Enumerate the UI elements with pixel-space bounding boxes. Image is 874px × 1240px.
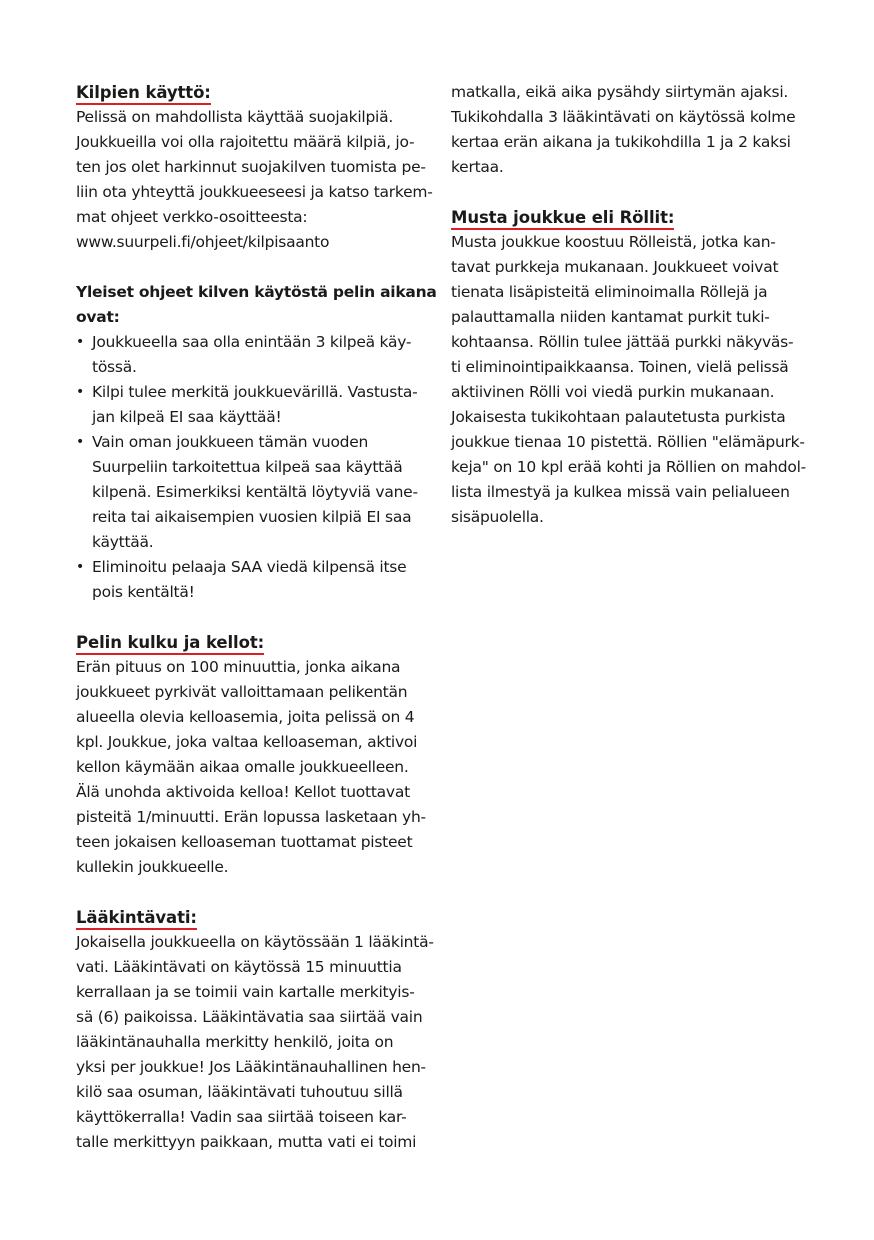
bullet-item [76, 430, 428, 555]
paragraph-line: palauttamalla niiden kantamat purkit tuki- [451, 308, 770, 326]
bullet-icon: • [76, 334, 85, 350]
bullet-line: tössä. [92, 358, 137, 376]
bullet-item [76, 555, 428, 605]
paragraph-line: pisteitä 1/minuutti. Erän lopussa lasketaan yh- [76, 808, 426, 826]
paragraph-line: kohtaansa. Röllin tulee jättää purkki näkyväs- [451, 333, 794, 351]
paragraph-line: Musta joukkue koostuu Rölleistä, jotka kan- [451, 233, 776, 251]
paragraph-line: kilö saa osuman, lääkintävati tuhoutuu sillä [76, 1083, 403, 1101]
url-text: www.suurpeli.fi/ohjeet/kilpisaanto [76, 233, 330, 251]
paragraph-line: käyttökerralla! Vadin saa siirtää toiseen kar- [76, 1108, 407, 1126]
paragraph-line: alueella olevia kelloasemia, joita pelissä on 4 [76, 708, 415, 726]
paragraph-line: keja" on 10 kpl erää kohti ja Röllien on mahdol- [451, 458, 806, 476]
paragraph-line: lääkintänauhalla merkitty henkilö, joita on [76, 1033, 394, 1051]
paragraph-line: sä (6) paikoissa. Lääkintävatia saa siirtää vain [76, 1008, 423, 1026]
bullet-line: Vain oman joukkueen tämän vuoden [92, 433, 369, 451]
bullet-line: Eliminoitu pelaaja SAA viedä kilpensä itse [92, 558, 407, 576]
paragraph-line: matkalla, eikä aika pysähdy siirtymän ajaksi. [451, 83, 789, 101]
section-heading-kilpien: Kilpien käyttö: [76, 80, 428, 105]
paragraph-line: Erän pituus on 100 minuuttia, jonka aikana [76, 658, 401, 676]
right-column [451, 80, 806, 530]
bullet-line: jan kilpeä EI saa käyttää! [92, 408, 282, 426]
paragraph-line: yksi per joukkue! Jos Lääkintänauhallinen hen- [76, 1058, 426, 1076]
paragraph-line: kullekin joukkueelle. [76, 858, 229, 876]
paragraph-line: mat ohjeet verkko-osoitteesta: [76, 208, 308, 226]
bullet-line: käyttää. [92, 533, 154, 551]
bullet-icon: • [76, 434, 85, 450]
paragraph-line: Tukikohdalla 3 lääkintävati on käytössä kolme [451, 108, 796, 126]
paragraph-line: vati. Lääkintävati on käytössä 15 minuuttia [76, 958, 402, 976]
section-heading-musta: Musta joukkue eli Röllit: [451, 205, 803, 230]
subheading-line: Yleiset ohjeet kilven käytöstä pelin aikana [76, 283, 437, 301]
paragraph-line: tavat purkkeja mukanaan. Joukkueet voivat [451, 258, 779, 276]
section-heading-laakintavati: Lääkintävati: [76, 905, 428, 930]
bullet-line: Kilpi tulee merkitä joukkuevärillä. Vastusta- [92, 383, 418, 401]
paragraph-line: Jokaisella joukkueella on käytössään 1 lääkintä- [76, 933, 434, 951]
paragraph-line: ti eliminointipaikkaansa. Toinen, vielä pelissä [451, 358, 789, 376]
paragraph-line: ten jos olet harkinnut suojakilven tuomista pe- [76, 158, 426, 176]
paragraph-line: kertaa. [451, 158, 504, 176]
bullet-line: Suurpeliin tarkoitettua kilpeä saa käyttää [92, 458, 403, 476]
paragraph-line: sisäpuolella. [451, 508, 544, 526]
paragraph-line: Älä unohda aktivoida kelloa! Kellot tuottavat [76, 783, 410, 801]
paragraph-line: liin ota yhteyttä joukkueeseesi ja katso tarkem- [76, 183, 433, 201]
paragraph-line: aktiivinen Rölli voi viedä purkin mukanaan. [451, 383, 775, 401]
bullet-item [76, 330, 428, 380]
paragraph-line: teen jokaisen kelloaseman tuottamat pisteet [76, 833, 413, 851]
bullet-icon: • [76, 384, 85, 400]
section-heading-pelin: Pelin kulku ja kellot: [76, 630, 428, 655]
bullet-line: kilpenä. Esimerkiksi kentältä löytyviä vane- [92, 483, 418, 501]
paragraph-line: kertaa erän aikana ja tukikohdilla 1 ja 2 kaksi [451, 133, 791, 151]
paragraph-line: tienata lisäpisteitä eliminoimalla Röllejä ja [451, 283, 768, 301]
bullet-item [76, 380, 428, 430]
bullet-line: pois kentältä! [92, 583, 195, 601]
paragraph-line: kerrallaan ja se toimii vain kartalle merkityis- [76, 983, 415, 1001]
subheading-line: ovat: [76, 308, 120, 326]
bullet-line: reita tai aikaisempien vuosien kilpiä EI saa [92, 508, 412, 526]
paragraph-line: joukkue tienaa 10 pistettä. Röllien "elämäpurk- [451, 433, 805, 451]
bullet-line: Joukkueella saa olla enintään 3 kilpeä käy- [92, 333, 412, 351]
left-column [76, 80, 437, 1155]
paragraph-line: Joukkueilla voi olla rajoitettu määrä kilpiä, jo- [76, 133, 415, 151]
paragraph-line: lista ilmestyä ja kulkea missä vain pelialueen [451, 483, 790, 501]
paragraph-line: Pelissä on mahdollista käyttää suojakilpiä. [76, 108, 394, 126]
paragraph-line: kellon käymään aikaa omalle joukkueelleen. [76, 758, 409, 776]
paragraph-line: kpl. Joukkue, joka valtaa kelloaseman, aktivoi [76, 733, 418, 751]
paragraph-line: joukkueet pyrkivät valloittamaan pelikentän [76, 683, 408, 701]
paragraph-line: Jokaisesta tukikohtaan palautetusta purkista [451, 408, 786, 426]
bullet-icon: • [76, 559, 85, 575]
paragraph-line: talle merkittyyn paikkaan, mutta vati ei toimi [76, 1133, 417, 1151]
